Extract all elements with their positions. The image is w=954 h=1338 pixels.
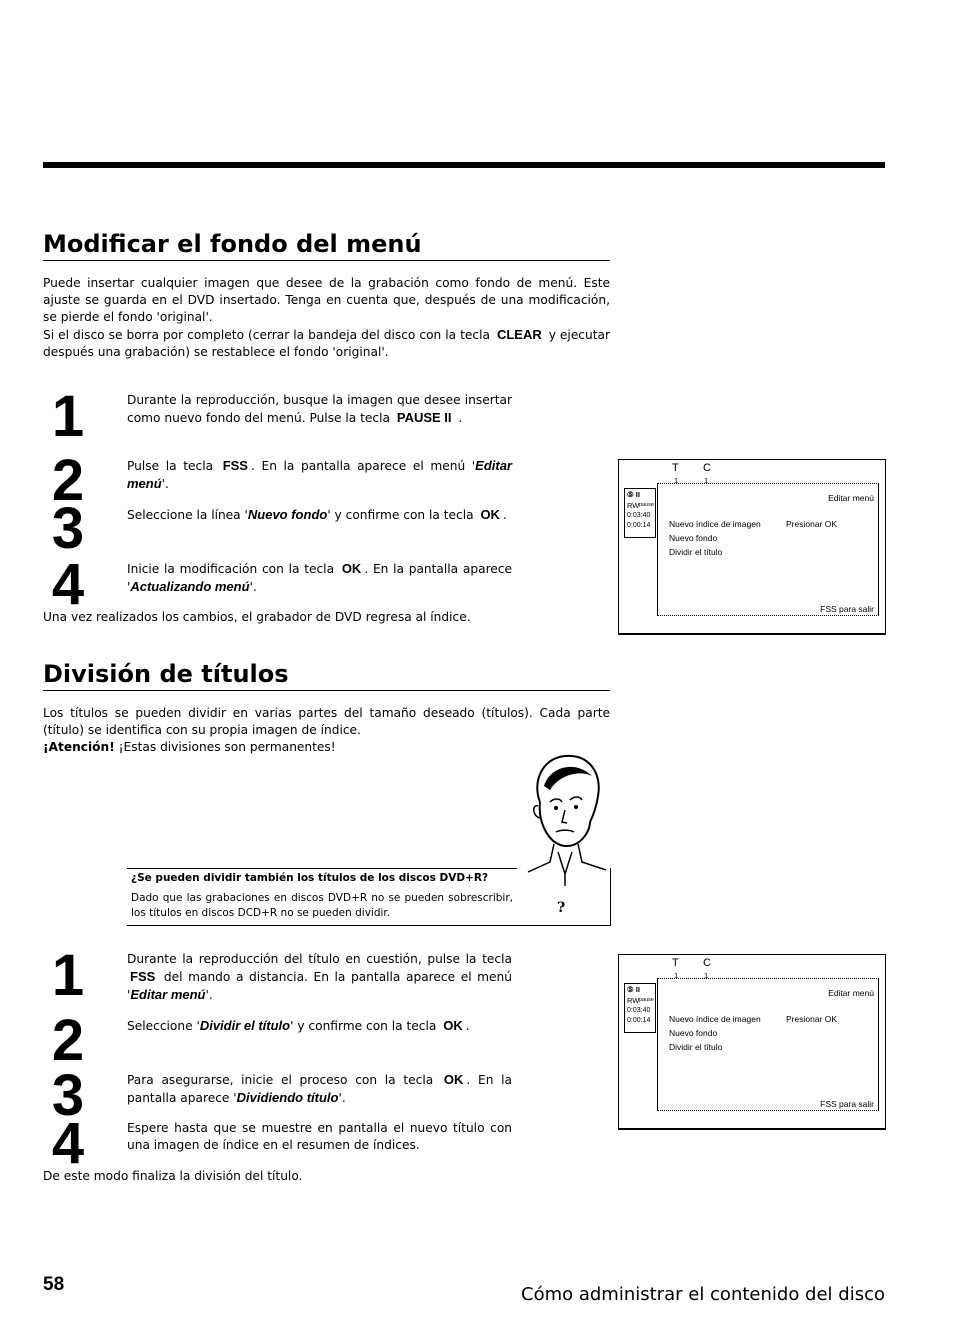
title-underline <box>43 690 610 691</box>
key-pause: PAUSE II <box>396 410 452 425</box>
menu-item: Nuevo fondo <box>669 533 718 543</box>
menu-title: Editar menú <box>828 493 874 503</box>
step-number: 3 <box>51 1063 85 1128</box>
status-panel: ⑤ II RW pause 0:03:40 0:00:14 <box>624 983 656 1033</box>
step-text: Seleccione la línea 'Nuevo fondo' y confirme con la tecla OK . <box>127 507 507 522</box>
intro-paragraph: Los títulos se pueden dividir en varias partes del tamaño deseado (títulos). Cada parte (título) se identifica con su propia imagen de índice. ¡Atención! ¡Estas divisiones son permanentes! <box>43 706 610 754</box>
chapter-title: Cómo administrar el contenido del disco <box>521 1284 885 1305</box>
title-label: T <box>672 957 679 969</box>
step-number: 2 <box>51 1008 85 1073</box>
exit-hint: FSS para salir <box>820 604 874 614</box>
menu-hint: Presionar OK <box>786 1014 838 1024</box>
disc-icon: ⑤ II <box>627 985 640 994</box>
tip-box <box>127 868 611 926</box>
step-text: Durante la reproducción del título en cuestión, pulse la tecla FSS del mando a distancia. En la pantalla aparece el menú 'Editar menú'. <box>127 952 513 1002</box>
menu-hint: Presionar OK <box>786 519 838 529</box>
page-number: 58 <box>43 1274 65 1295</box>
title-underline <box>43 260 610 261</box>
closing-text: Una vez realizados los cambios, el grabador de DVD regresa al índice. <box>43 610 471 624</box>
key-ok: OK <box>443 1072 464 1087</box>
step-text: Espere hasta que se muestre en pantalla el nuevo título con una imagen de índice en el resumen de índices. <box>127 1121 512 1152</box>
intro-text-1: Puede insertar cualquier imagen que desee de la grabación como fondo de menú. Este ajuste se guarda en el DVD insertado. Tenga en cuenta que, después de una modificación, se pierde el fondo 'original'. <box>43 276 610 324</box>
disc-icon: ⑤ II <box>627 490 640 499</box>
menu-item: Nuevo índice de imagen <box>669 1014 761 1024</box>
step-text: Para asegurarse, inicie el proceso con la tecla OK . En la pantalla aparece 'Dividiendo título'. <box>127 1072 512 1105</box>
step-text: Pulse la tecla FSS . En la pantalla aparece el menú 'Editar menú'. <box>127 458 512 491</box>
menu-item: Nuevo índice de imagen <box>669 519 761 529</box>
chapter-label: C <box>703 462 711 474</box>
menu-panel <box>657 483 879 616</box>
step-text: Seleccione 'Dividir el título' y confirme con la tecla OK . <box>127 1018 470 1033</box>
status-panel: ⑤ II RW pause 0:03:40 0:00:14 <box>624 488 656 538</box>
key-ok: OK <box>341 561 362 576</box>
key-clear: CLEAR <box>496 327 542 342</box>
tip-text: Dado que las grabaciones en discos DVD+R no se pueden sobrescribir, los títulos en discos DCD+R no se pueden dividir. <box>131 892 513 919</box>
menu-title: Editar menú <box>828 988 874 998</box>
step-number: 4 <box>51 1111 85 1176</box>
intro-text-2a: Si el disco se borra por completo (cerrar la bandeja del disco con la tecla <box>43 328 490 342</box>
step-number: 1 <box>51 943 85 1008</box>
step-number: 4 <box>51 552 85 617</box>
warning-label: ¡Atención! <box>43 740 115 754</box>
menu-item: Nuevo fondo <box>669 1028 718 1038</box>
menu-item: Dividir el título <box>669 547 723 557</box>
title-label: T <box>672 462 679 474</box>
step-text: Inicie la modificación con la tecla OK . En la pantalla aparece 'Actualizando menú'. <box>127 561 513 594</box>
exit-hint: FSS para salir <box>820 1099 874 1109</box>
key-ok: OK <box>443 1018 463 1033</box>
step-number: 2 <box>51 448 85 513</box>
menu-panel <box>657 978 879 1111</box>
closing-text: De este modo finaliza la división del título. <box>43 1169 303 1183</box>
key-fss: FSS <box>222 458 248 473</box>
section-title-division: División de títulos <box>43 660 289 688</box>
section-title-background: Modificar el fondo del menú <box>43 230 422 258</box>
top-rule <box>43 162 885 168</box>
tv-screen-illustration: T C 1 1 ⑤ II RW pause 0:03:40 0:00:14 Editar menú Nuevo índice de imagen Presionar OK Nuevo fondo Dividir el título FSS para salir <box>618 459 886 635</box>
question-mark: ? <box>557 900 566 916</box>
tv-screen-illustration: T C 1 1 ⑤ II RW pause 0:03:40 0:00:14 Editar menú Nuevo índice de imagen Presionar OK Nuevo fondo Dividir el título FSS para salir <box>618 954 886 1130</box>
tip-title: ¿Se pueden dividir también los títulos de los discos DVD+R? <box>131 872 489 884</box>
key-ok: OK <box>480 507 500 522</box>
step-number: 1 <box>51 384 85 449</box>
key-fss: FSS <box>130 969 156 984</box>
step-number: 3 <box>51 496 85 561</box>
chapter-label: C <box>703 957 711 969</box>
step-text: Durante la reproducción, busque la imagen que desee insertar como nuevo fondo del menú. Pulse la tecla PAUSE II . <box>127 393 512 425</box>
intro-text-2b: y ejecutar después una grabación) se restablece el fondo 'original'. <box>43 328 610 359</box>
intro-paragraph <box>43 275 610 361</box>
menu-item: Dividir el título <box>669 1042 723 1052</box>
